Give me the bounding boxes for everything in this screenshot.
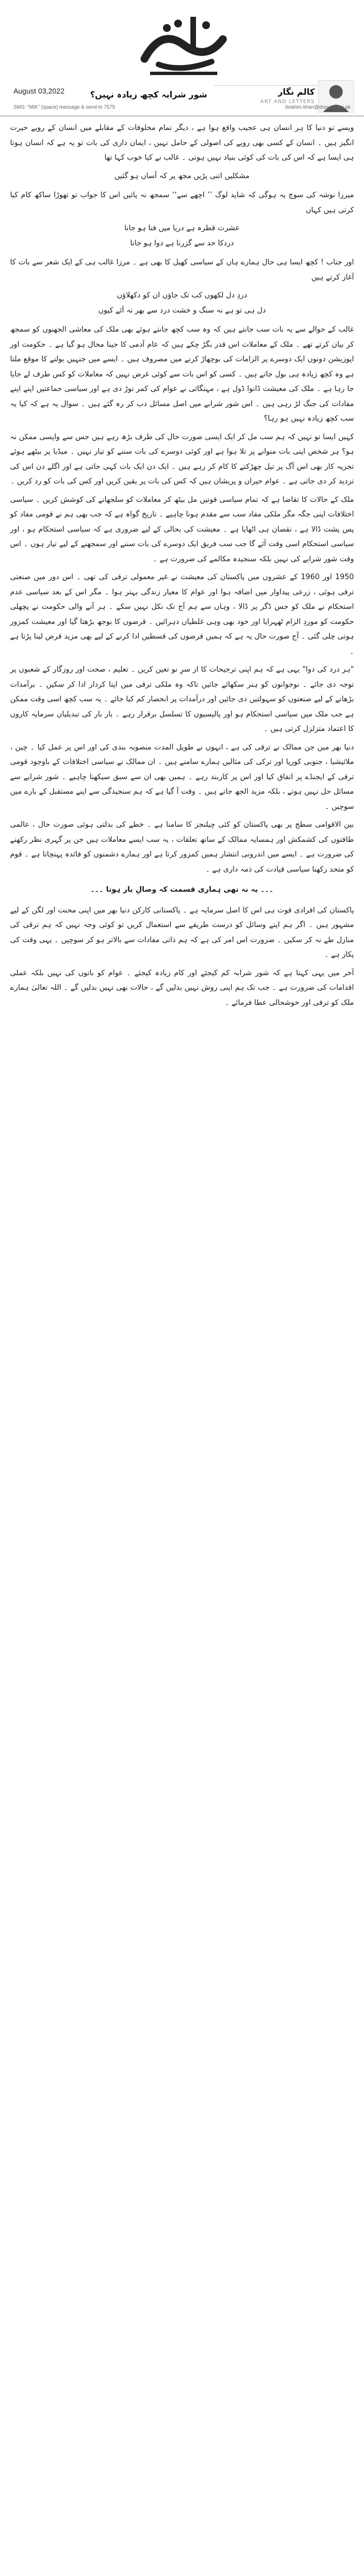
verse-block [10,221,354,251]
article-paragraph: بین الاقوامی سطح پر بھی پاکستان کو کئی چیلنجز کا سامنا ہے ۔ خطے کی بدلتی ہوئی صورت حال ، عالمی طاقتوں کی کشمکش اور ہمسایہ ممالک کے ساتھ تعلقات ، یہ سب ایسے معاملات ہیں جن پر گہری نظر رکھنے کی ضرورت ہے ۔ ایسے میں اندرونی انتشار ہمیں کمزور کرتا ہے اور ہمارے دشمنوں کو فائدہ پہنچاتا ہے ۔ قوم کو متحد رکھنا سیاسی قیادت کی ذمہ داری ہے ۔ [10,821,354,874]
article-paragraph: آخر میں یہی کہنا ہے کہ شور شرابہ کم کیجئے اور کام زیادہ کیجئے ۔ عوام کو باتوں کی نہیں بلکہ عملی اقدامات کی ضرورت ہے ۔ جب تک ہم اپنی روش نہیں بدلیں گے ، حالات بھی نہیں بدلیں گے ۔ اللہ تعالیٰ ہمارے ملک کو ترقی اور خوشحالی عطا فرمائے ۔ [10,968,354,1007]
dunya-logo-icon [128,6,240,84]
verse-block [10,288,354,318]
article-paragraph: کہیں ایسا تو نہیں کہ ہم سب مل کر ایک ایسی صورت حال کی طرف بڑھ رہے ہیں جس سے واپسی ممکن نہ ہو؟ ہر شخص اپنی بات منوانے پر تلا ہوا ہے اور کوئی دوسرے کی بات سننے کو تیار نہیں ۔ میڈیا پر بیٹھے ہوئے تجزیہ کار بھی اس آگ پر تیل چھڑکنے کا کام کر رہے ہیں ۔ ایک دن ایک بات کہی جاتی ہے اور اگلے دن اس کی تردید کر دی جاتی ہے ۔ عوام حیران و پریشان ہیں کہ کس کی بات پر یقین کریں اور کس کی بات کو رد کریں ۔ [10,432,354,486]
contact-line [13,104,351,110]
article-paragraph: اور جناب ! کچھ ایسا ہی حال ہمارے ہاں کے سیاسی کھیل کا بھی ہے ۔ مرزا غالب ہی کے ایک شعر سے بات کا آغاز کرتے ہیں [10,258,354,282]
verse-line: عشرت قطرہ ہے دریا میں فنا ہو جانا [124,224,240,232]
contact-sms: SMS: "MIK" (space) message & send to 7575 [13,104,115,110]
article-paragraph: ویسے تو دنیا کا ہر انسان ہی عجیب واقع ہوا ہے ، دیگر تمام مخلوقات کے مقابلے میں انسان کے رویے حیرت انگیز ہیں ۔ انسان کے کسی بھی رویے کی اصولی کے حامل نہیں ، ایمان داری کی بات تو یہ ہے کہ انسان ہوتا ہی ایسا ہے کہ اس کی بات کی کوئی بنیاد نہیں ہوتی ۔ غالب نے کیا خوب کہا تھا [10,124,354,162]
author-role: ART AND LETTERS [260,99,315,105]
publish-date: August 03,2022 [13,87,65,95]
verse-line: دردکا حد سے گزرنا ہے دوا ہو جانا [130,239,234,248]
verse-line: دردِ دل لکھوں کب تک جاؤں ان کو دکھلاؤں [116,291,248,300]
verse-line: مشکلیں اتنی پڑیں مجھ پر کہ آساں ہو گئیں [114,171,250,180]
column-article [10,121,354,1014]
closing-verse: ۔۔۔ یہ نہ تھی ہماری قسمت کہ وصالِ یار ہوتا ۔۔۔ [90,886,274,894]
article-paragraph: دنیا بھر میں جن ممالک نے ترقی کی ہے ، انہوں نے طویل المدت منصوبہ بندی کی اور اس پر عمل کیا ۔ چین ، ملائیشیا ، جنوبی کوریا اور ترکی کی مثالیں ہمارے سامنے ہیں ۔ ان ممالک نے سیاسی اختلافات کے باوجود قومی ترقی کے ایجنڈے پر اتفاق کیا اور اس پر کاربند رہے ۔ ہمیں بھی ان سے سبق سیکھنا چاہیے ۔ شور شرابے سے مسائل حل نہیں ہوتے ، بلکہ مزید الجھ جاتے ہیں ۔ وقت آ گیا ہے کہ ہم سنجیدگی سے اپنے مستقبل کے بارے میں سوچیں ۔ [10,743,354,811]
article-paragraph: پاکستان کی افرادی قوت ہی اس کا اصل سرمایہ ہے ۔ پاکستانی کارکن دنیا بھر میں اپنی محنت اور لگن کے لیے مشہور ہیں ۔ اگر ہم اپنے وسائل کو درست طریقے سے استعمال کریں تو کوئی وجہ نہیں کہ ہم ترقی کی منازل طے نہ کر سکیں ۔ ضرورت اس امر کی ہے کہ ہم ذاتی مفادات سے بالاتر ہو کر سوچیں ۔ یہی وقت کی پکار ہے ۔ [10,906,354,959]
verse-line: دل ہی تو ہے نہ سنگ و خشت درد سے بھر نہ آئے کیوں [98,306,266,315]
author-name: کالم نگار [278,87,315,97]
verse-block [10,169,354,184]
dunya-logo [128,6,240,84]
masthead [0,0,364,117]
contact-email[interactable]: ibrahim.khan@dunya.com.pk [285,104,351,110]
article-paragraph: غالب کے حوالے سے یہ بات سب جانتے ہیں کہ وہ سب کچھ جانتے ہوئے بھی ملک کی معاشی الجھنوں کو سمجھ کر بیان کرتے تھے ۔ ملک کے معاملات اس قدر بگڑ چکے ہیں کہ عام آدمی کا جینا محال ہو گیا ہے ۔ حکومت اور اپوزیشن دونوں ایک دوسرے پر الزامات کی بوچھاڑ کرنے میں مصروف ہیں ۔ ایسے میں جنہیں بولنے کا موقع ملتا ہے وہ کچھ زیادہ ہی بول جاتے ہیں ۔ کسی کو اس بات سے کوئی غرض نہیں کہ معاملات کو کس طرف لے جایا جا رہا ہے ۔ ملک کی معیشت ڈانوا ڈول ہے ، مہنگائی نے عوام کی کمر توڑ دی ہے اور سیاسی جماعتیں اپنے اپنے مفادات کی جنگ لڑ رہی ہیں ۔ اس شور شرابے میں اصل مسائل دب کر رہ گئے ہیں ۔ سوال یہ ہے کہ کیا یہ سب کچھ زیادہ نہیں ہو رہا؟ [10,325,354,423]
article-paragraph: 1950 اور 1960 کے عشروں میں پاکستان کی معیشت نے غیر معمولی ترقی کی تھی ۔ اس دور میں صنعتی ترقی ہوئی ، زرعی پیداوار میں اضافہ ہوا اور عوام کا معیار زندگی بہتر ہوا ۔ مگر اس کے بعد سیاسی عدم استحکام نے ملک کو جس ڈگر پر ڈالا ، وہاں سے ہم آج تک نکل نہیں سکے ۔ ہر آنے والی حکومت نے پچھلی حکومت کو موردِ الزام ٹھہرایا اور خود بھی وہی غلطیاں دہرائیں ۔ قرضوں کا بوجھ بڑھتا گیا اور معیشت کمزور ہوتی چلی گئی ۔ آج صورت حال یہ ہے کہ ہمیں قرضوں کی قسطیں ادا کرنے کے لیے بھی مزید قرض لینا پڑتا ہے ۔ [10,573,354,656]
column-headline: شور شرابہ کچھ زیادہ نہیں؟ [90,90,207,100]
article-paragraph: میرزا نوشہ کی سوچ یہ ہوگی کہ شاید لوگ ’’ اچھے سے‘‘ سمجھ نہ پائیں اس کا جواب تو تھوڑا ساکھ کام کیا کرتی ہیں کہاں [10,191,354,215]
article-paragraph: "ہر درد کی دوا" یہی ہے کہ ہم اپنی ترجیحات کا از سرِ نو تعین کریں ۔ تعلیم ، صحت اور روزگار کے شعبوں پر توجہ دی جائے ۔ نوجوانوں کو ہنر سکھائے جائیں تاکہ وہ ملکی ترقی میں اپنا کردار ادا کر سکیں ۔ برآمدات بڑھانے کے لیے صنعتوں کو سہولتیں دی جائیں اور درآمدات پر انحصار کم کیا جائے ۔ یہ سب کچھ اسی وقت ممکن ہے جب ملک میں سیاسی استحکام ہو اور پالیسیوں کا تسلسل برقرار رہے ۔ بار بار کی تبدیلیاں سرمایہ کاروں کا اعتماد متزلزل کرتی ہیں ۔ [10,665,354,733]
article-paragraph: ملک کے حالات کا تقاضا ہے کہ تمام سیاسی قوتیں مل بیٹھ کر معاملات کو سلجھانے کی کوشش کریں ۔ سیاسی اختلافات اپنی جگہ مگر ملکی مفاد سب سے مقدم ہونا چاہیے ۔ تاریخ گواہ ہے کہ جب بھی ہم نے قومی مفاد کو پس پشت ڈالا ہے ، نقصان ہی اٹھایا ہے ۔ معیشت کی بحالی کے لیے ضروری ہے کہ سیاسی استحکام ہو ، اور سیاسی استحکام اسی وقت آئے گا جب سب فریق ایک دوسرے کی بات سننے اور سمجھنے کے لیے تیار ہوں ۔ اس وقت شور شرابے کی نہیں بلکہ سنجیدہ مکالمے کی ضرورت ہے ۔ [10,495,354,563]
